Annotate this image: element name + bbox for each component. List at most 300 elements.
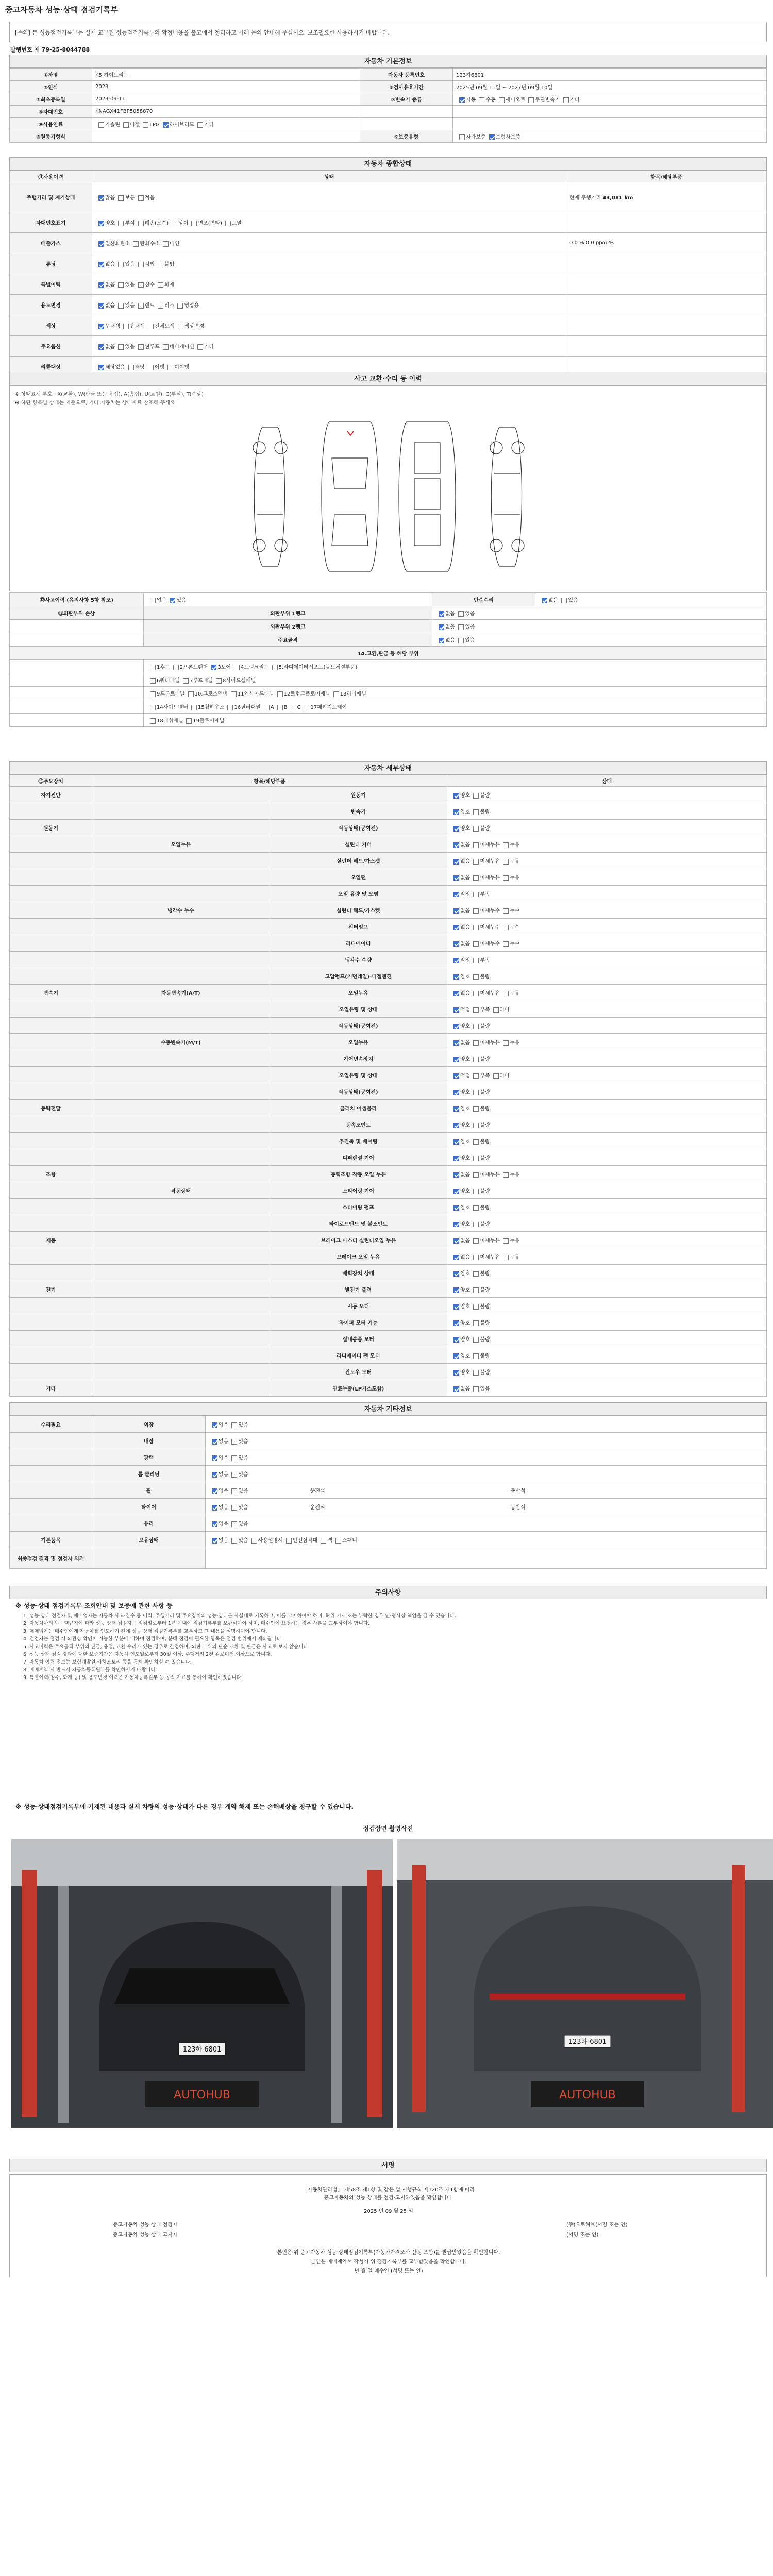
- option-label: 4트렁크리드: [241, 665, 269, 670]
- checkbox[interactable]: [304, 705, 309, 710]
- checkbox[interactable]: [503, 941, 509, 947]
- checkbox[interactable]: [439, 611, 444, 617]
- checkbox[interactable]: [191, 705, 197, 710]
- cell: ⑥사용연료: [10, 118, 92, 130]
- checkbox[interactable]: [473, 1007, 479, 1013]
- checkbox[interactable]: [473, 1238, 479, 1244]
- checkbox[interactable]: [118, 195, 124, 201]
- cell: 오일팬: [270, 869, 447, 886]
- checkbox[interactable]: [118, 262, 124, 267]
- checkbox[interactable]: [453, 1007, 459, 1013]
- cell: 동력전달: [10, 1100, 92, 1116]
- option-label: 양호: [460, 793, 470, 799]
- cell: 단순수리: [432, 593, 535, 606]
- option-label: 양호: [460, 1189, 470, 1194]
- checkbox[interactable]: [473, 1189, 479, 1194]
- cell: [432, 620, 767, 633]
- checkbox[interactable]: [453, 1255, 459, 1260]
- checkbox[interactable]: [453, 1386, 459, 1392]
- option-label: 무채색: [105, 324, 120, 329]
- checkbox[interactable]: [150, 598, 156, 603]
- checkbox[interactable]: [186, 718, 192, 724]
- checkbox[interactable]: [453, 1057, 459, 1062]
- option-label: 있음: [238, 1472, 248, 1478]
- option-label: 없음: [460, 1238, 470, 1244]
- table-row: [10, 606, 767, 620]
- checkbox[interactable]: [453, 958, 459, 963]
- checkbox[interactable]: [473, 1123, 479, 1128]
- table-row: [10, 1182, 767, 1199]
- checkbox[interactable]: [98, 122, 104, 128]
- checkbox[interactable]: [98, 303, 104, 309]
- checkbox[interactable]: [439, 638, 444, 643]
- checkbox[interactable]: [211, 665, 216, 670]
- checkbox[interactable]: [197, 344, 203, 350]
- checkbox[interactable]: [231, 1505, 237, 1511]
- basic-info-table: [9, 68, 767, 143]
- checkbox[interactable]: [473, 1172, 479, 1178]
- checkbox[interactable]: [453, 1106, 459, 1112]
- checkbox[interactable]: [277, 691, 283, 697]
- checkbox[interactable]: [453, 1304, 459, 1310]
- checkbox[interactable]: [231, 1422, 237, 1428]
- checkbox[interactable]: [118, 282, 124, 288]
- checkbox[interactable]: [163, 122, 169, 128]
- table-row: [10, 1281, 767, 1298]
- checkbox[interactable]: [453, 1238, 459, 1244]
- cell: [92, 820, 270, 836]
- checkbox[interactable]: [503, 925, 509, 930]
- checkbox[interactable]: [251, 1538, 257, 1544]
- checkbox[interactable]: [234, 665, 240, 670]
- checkbox[interactable]: [453, 1271, 459, 1277]
- overall-table: [9, 171, 767, 377]
- cell: 오일누유: [92, 836, 270, 853]
- checkbox[interactable]: [473, 842, 479, 848]
- checkbox[interactable]: [138, 303, 144, 309]
- inspector-label: 중고자동차 성능·상태 점검자: [113, 2222, 178, 2228]
- checkbox[interactable]: [473, 793, 479, 799]
- checkbox[interactable]: [473, 1271, 479, 1277]
- checkbox[interactable]: [473, 1337, 479, 1343]
- checkbox[interactable]: [503, 991, 509, 996]
- cell: 기본품목: [10, 1532, 92, 1548]
- cell: [92, 274, 566, 295]
- cell: [10, 1364, 92, 1380]
- checkbox[interactable]: [264, 705, 270, 710]
- checkbox[interactable]: [489, 134, 495, 140]
- cell: 작동상태(공회전): [270, 820, 447, 836]
- option-label: 훼손(오손): [144, 221, 169, 226]
- checkbox[interactable]: [473, 1156, 479, 1161]
- checkbox[interactable]: [453, 1123, 459, 1128]
- cell: ⑧원동기형식: [10, 130, 92, 143]
- checkbox[interactable]: [473, 809, 479, 815]
- checkbox[interactable]: [150, 691, 156, 697]
- checkbox[interactable]: [473, 1386, 479, 1392]
- checkbox[interactable]: [172, 221, 177, 226]
- checkbox[interactable]: [503, 1238, 509, 1244]
- checkbox[interactable]: [138, 221, 144, 226]
- cell: 2025년 09월 11일 ~ 2027년 09월 10일: [453, 81, 767, 93]
- checkbox[interactable]: [453, 1370, 459, 1376]
- checkbox[interactable]: [473, 875, 479, 881]
- option-label: 양호: [460, 1370, 470, 1376]
- checkbox[interactable]: [493, 1073, 499, 1079]
- option-label: 누유: [509, 1238, 520, 1244]
- table-row: [10, 633, 767, 647]
- checkbox[interactable]: [528, 97, 534, 103]
- checkbox[interactable]: [98, 282, 104, 288]
- checkbox[interactable]: [98, 365, 104, 370]
- cell: [447, 968, 767, 985]
- checkbox[interactable]: [453, 991, 459, 996]
- checkbox[interactable]: [128, 365, 134, 370]
- checkbox[interactable]: [123, 122, 129, 128]
- checkbox[interactable]: [473, 1073, 479, 1079]
- option-label: 가솔린: [105, 122, 120, 128]
- option-label: 부족: [480, 1007, 490, 1013]
- checkbox[interactable]: [499, 97, 505, 103]
- checkbox[interactable]: [473, 1304, 479, 1310]
- table-row: [10, 1433, 767, 1449]
- checkbox[interactable]: [453, 1353, 459, 1359]
- checkbox[interactable]: [473, 1139, 479, 1145]
- checkbox[interactable]: [98, 241, 104, 247]
- checkbox[interactable]: [453, 1189, 459, 1194]
- option-label: 없음: [105, 303, 115, 309]
- checkbox[interactable]: [138, 282, 144, 288]
- option-label: 없음: [219, 1538, 229, 1544]
- cell: [92, 1314, 270, 1331]
- cell: 2023-09-11: [92, 93, 360, 106]
- checkbox[interactable]: [123, 324, 129, 329]
- table-row: [10, 673, 767, 687]
- checkbox[interactable]: [479, 97, 484, 103]
- checkbox[interactable]: [212, 1488, 217, 1494]
- note-line: 2. 자동차관리법 시행규칙에 따라 성능·상태 점검자는 점검일로부터 1년 이내에 점검기록부를 보관하여야 하며, 매수인이 요청하는 경우 사본을 교부하여야 합니다.: [23, 1621, 370, 1626]
- cell: 주요옵션: [10, 336, 92, 357]
- table-row: [10, 714, 767, 727]
- option-label: 해당: [135, 365, 145, 370]
- checkbox[interactable]: [138, 195, 144, 201]
- cell: 변속기: [270, 803, 447, 820]
- checkbox[interactable]: [163, 344, 169, 350]
- checkbox[interactable]: [178, 324, 183, 329]
- cell: [566, 233, 767, 253]
- table-row: [10, 1050, 767, 1067]
- cell: [10, 1034, 92, 1050]
- option-label: 누수: [509, 925, 520, 930]
- checkbox[interactable]: [143, 122, 148, 128]
- table-row: [10, 1018, 767, 1034]
- checkbox[interactable]: [473, 1024, 479, 1029]
- checkbox[interactable]: [225, 221, 231, 226]
- checkbox[interactable]: [118, 303, 124, 309]
- sign-date: 2025 년 09 월 25 일: [364, 2209, 413, 2214]
- checkbox[interactable]: [118, 344, 124, 350]
- checkbox[interactable]: [453, 1337, 459, 1343]
- table-row: [10, 985, 767, 1001]
- cell: 자동변속기(A/T): [92, 985, 270, 1001]
- checkbox[interactable]: [453, 1172, 459, 1178]
- cell: 기타: [10, 1380, 92, 1397]
- checkbox[interactable]: [183, 678, 189, 684]
- checkbox[interactable]: [133, 241, 139, 247]
- checkbox[interactable]: [231, 1488, 237, 1494]
- checkbox[interactable]: [148, 324, 154, 329]
- checkbox[interactable]: [453, 941, 459, 947]
- checkbox[interactable]: [561, 598, 567, 603]
- checkbox[interactable]: [458, 611, 464, 617]
- checkbox[interactable]: [453, 809, 459, 815]
- checkbox[interactable]: [272, 665, 278, 670]
- checkbox[interactable]: [212, 1505, 217, 1511]
- checkbox[interactable]: [453, 1205, 459, 1211]
- checkbox[interactable]: [291, 705, 296, 710]
- table-row: [10, 1083, 767, 1100]
- checkbox[interactable]: [453, 1040, 459, 1046]
- option-label: 있음: [238, 1521, 248, 1527]
- option-label: 없음: [219, 1455, 229, 1461]
- option-label: 하이브리드: [169, 122, 194, 128]
- checkbox[interactable]: [98, 195, 104, 201]
- checkbox[interactable]: [231, 1538, 237, 1544]
- option-label: 침수: [144, 282, 155, 288]
- checkbox[interactable]: [150, 718, 156, 724]
- option-label: 양호: [460, 1222, 470, 1227]
- checkbox[interactable]: [473, 925, 479, 930]
- cell: 주요골격: [144, 633, 432, 647]
- table-row: [10, 853, 767, 869]
- checkbox[interactable]: [216, 678, 222, 684]
- checkbox[interactable]: [473, 908, 479, 914]
- checkbox[interactable]: [167, 365, 173, 370]
- checkbox[interactable]: [453, 1222, 459, 1227]
- checkbox[interactable]: [453, 1024, 459, 1029]
- checkbox[interactable]: [453, 925, 459, 930]
- checkbox[interactable]: [453, 892, 459, 897]
- option-label: 없음: [445, 611, 456, 617]
- checkbox[interactable]: [197, 122, 203, 128]
- option-label: 양호: [460, 826, 470, 832]
- checkbox[interactable]: [212, 1472, 217, 1478]
- checkbox[interactable]: [493, 1007, 499, 1013]
- checkbox[interactable]: [453, 1320, 459, 1326]
- checkbox[interactable]: [459, 134, 465, 140]
- option-label: 미세누유: [480, 859, 500, 865]
- option-label: 스패너: [342, 1538, 357, 1544]
- table-row: [10, 1298, 767, 1314]
- checkbox[interactable]: [453, 1287, 459, 1293]
- checkbox[interactable]: [453, 908, 459, 914]
- value: 43,081 km: [602, 195, 633, 201]
- checkbox[interactable]: [286, 1538, 292, 1544]
- checkbox[interactable]: [138, 344, 144, 350]
- checkbox[interactable]: [150, 678, 156, 684]
- photos-title: 점검장면 촬영사진: [363, 1825, 413, 1832]
- checkbox[interactable]: [453, 826, 459, 832]
- cell: [447, 1034, 767, 1050]
- checkbox[interactable]: [473, 1222, 479, 1227]
- checkbox[interactable]: [231, 1439, 237, 1445]
- checkbox[interactable]: [148, 365, 154, 370]
- cell: [10, 1466, 92, 1482]
- checkbox[interactable]: [335, 1538, 341, 1544]
- checkbox[interactable]: [277, 705, 283, 710]
- cell: 색상: [10, 315, 92, 336]
- cell: 항목/해당부품: [566, 171, 767, 182]
- option-label: 1후드: [157, 665, 170, 670]
- cell: [447, 886, 767, 902]
- checkbox[interactable]: [458, 638, 464, 643]
- cell: [10, 1182, 92, 1199]
- cell: 작동상태(공회전): [270, 1018, 447, 1034]
- checkbox[interactable]: [191, 221, 197, 226]
- cell: 연료누출(LP가스포함): [270, 1380, 447, 1397]
- checkbox[interactable]: [473, 892, 479, 897]
- checkbox[interactable]: [138, 262, 144, 267]
- cell: 주행거리 및 계기상태: [10, 182, 92, 212]
- front-photo: [11, 1839, 393, 2128]
- checkbox[interactable]: [473, 1040, 479, 1046]
- checkbox[interactable]: [453, 859, 459, 865]
- checkbox[interactable]: [188, 691, 194, 697]
- cell: 등속조인트: [270, 1116, 447, 1133]
- cell: [447, 1083, 767, 1100]
- cell: ②연식: [10, 81, 92, 93]
- checkbox[interactable]: [158, 262, 163, 267]
- checkbox[interactable]: [473, 958, 479, 963]
- checkbox[interactable]: [212, 1422, 217, 1428]
- checkbox[interactable]: [473, 1106, 479, 1112]
- checkbox[interactable]: [473, 1255, 479, 1260]
- checkbox[interactable]: [98, 324, 104, 329]
- checkbox[interactable]: [473, 859, 479, 865]
- option-label: 상이: [178, 221, 189, 226]
- cell: 브레이크 오일 누유: [270, 1248, 447, 1265]
- checkbox[interactable]: [473, 974, 479, 980]
- checkbox[interactable]: [453, 1073, 459, 1079]
- checkbox[interactable]: [98, 344, 104, 350]
- checkbox[interactable]: [98, 221, 104, 226]
- checkbox[interactable]: [503, 842, 509, 848]
- checkbox[interactable]: [473, 1370, 479, 1376]
- option-label: 없음: [548, 598, 559, 603]
- checkbox[interactable]: [503, 1255, 509, 1260]
- checkbox[interactable]: [458, 624, 464, 630]
- cell: 유리: [92, 1515, 206, 1532]
- checkbox[interactable]: [231, 1521, 237, 1527]
- checkbox[interactable]: [231, 1455, 237, 1461]
- checkbox[interactable]: [158, 282, 163, 288]
- checkbox[interactable]: [563, 97, 569, 103]
- checkbox[interactable]: [503, 859, 509, 865]
- cell: [92, 1149, 270, 1166]
- cell: 룸 클리닝: [92, 1466, 206, 1482]
- checkbox[interactable]: [473, 991, 479, 996]
- checkbox[interactable]: [453, 1090, 459, 1095]
- checkbox[interactable]: [177, 303, 183, 309]
- sign-box: [9, 2174, 767, 2277]
- option-label: 렌트: [144, 303, 155, 309]
- checkbox[interactable]: [150, 665, 156, 670]
- cell: [432, 633, 767, 647]
- option-label: 일산화탄소: [105, 241, 130, 247]
- checkbox[interactable]: [212, 1455, 217, 1461]
- table-row: [10, 820, 767, 836]
- checkbox[interactable]: [453, 793, 459, 799]
- section-basic: 자동차 기본정보: [9, 55, 767, 68]
- checkbox[interactable]: [503, 1172, 509, 1178]
- checkbox[interactable]: [503, 875, 509, 881]
- checkbox[interactable]: [212, 1439, 217, 1445]
- checkbox[interactable]: [321, 1538, 326, 1544]
- table-row: [10, 1416, 767, 1433]
- checkbox[interactable]: [473, 1353, 479, 1359]
- checkbox[interactable]: [170, 598, 175, 603]
- checkbox[interactable]: [473, 1090, 479, 1095]
- cell: ⑦변속기 종류: [360, 93, 453, 106]
- option-label: 미세누유: [480, 1255, 500, 1260]
- option-label: 양호: [460, 1320, 470, 1326]
- checkbox[interactable]: [158, 303, 163, 309]
- checkbox[interactable]: [473, 941, 479, 947]
- checkbox[interactable]: [453, 875, 459, 881]
- table-row: [10, 902, 767, 919]
- checkbox[interactable]: [212, 1538, 217, 1544]
- checkbox[interactable]: [473, 1320, 479, 1326]
- checkbox[interactable]: [333, 691, 339, 697]
- checkbox[interactable]: [439, 624, 444, 630]
- checkbox[interactable]: [453, 1156, 459, 1161]
- checkbox[interactable]: [453, 1139, 459, 1145]
- checkbox[interactable]: [118, 221, 124, 226]
- cell: 오일유량 및 상태: [270, 1001, 447, 1018]
- option-label: 15휠하우스: [198, 705, 225, 710]
- checkbox[interactable]: [173, 665, 179, 670]
- checkbox[interactable]: [503, 908, 509, 914]
- checkbox[interactable]: [473, 826, 479, 832]
- cell: [206, 1548, 767, 1569]
- checkbox[interactable]: [453, 974, 459, 980]
- checkbox[interactable]: [473, 1057, 479, 1062]
- cell: 전기: [10, 1281, 92, 1298]
- checkbox[interactable]: [212, 1521, 217, 1527]
- option-label: 불량: [480, 1090, 490, 1095]
- table-row: [10, 952, 767, 968]
- checkbox[interactable]: [227, 705, 233, 710]
- checkbox[interactable]: [453, 842, 459, 848]
- sign-text-2: 중고자동차의 성능·상태를 점검·고지하였음을 확인합니다.: [324, 2195, 453, 2201]
- checkbox[interactable]: [503, 1040, 509, 1046]
- option-label: 누수: [509, 908, 520, 914]
- cell: 2023: [92, 81, 360, 93]
- checkbox[interactable]: [98, 262, 104, 267]
- checkbox[interactable]: [473, 1205, 479, 1211]
- checkbox[interactable]: [459, 97, 465, 103]
- checkbox[interactable]: [231, 691, 237, 697]
- checkbox[interactable]: [150, 705, 156, 710]
- option-label: 18대쉬패널: [157, 718, 183, 724]
- checkbox[interactable]: [542, 598, 547, 603]
- option-label: 없음: [460, 859, 470, 865]
- checkbox[interactable]: [473, 1287, 479, 1293]
- option-label: 있음: [238, 1505, 248, 1511]
- checkbox[interactable]: [231, 1472, 237, 1478]
- option-label: 불량: [480, 1287, 490, 1293]
- checkbox[interactable]: [163, 241, 169, 247]
